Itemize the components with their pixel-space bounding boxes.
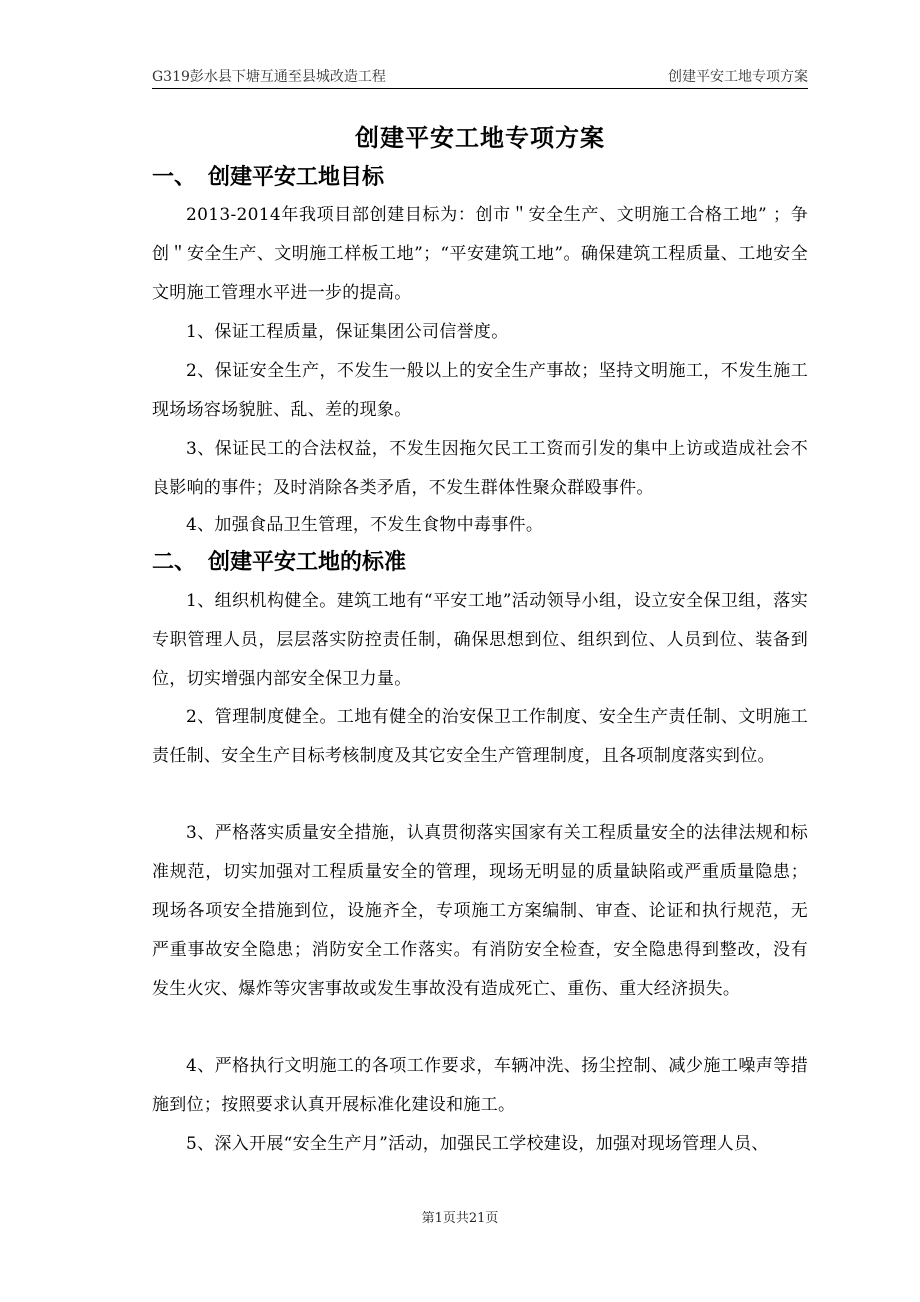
- section-number: 一、: [152, 164, 197, 190]
- paragraph: 4、严格执行文明施工的各项工作要求，车辆冲洗、扬尘控制、减少施工噪声等措施到位；按照要求认真开展标准化建设和施工。: [152, 1056, 808, 1115]
- section-number: 二、: [152, 549, 197, 575]
- header-document-title: 创建平安工地专项方案: [668, 69, 808, 85]
- header-project-name: G319彭水县下塘互通至县城改造工程: [152, 69, 386, 85]
- paragraph: 2、保证安全生产，不发生一般以上的安全生产事故；坚持文明施工，不发生施工现场场容场貌脏、乱、差的现象。: [152, 361, 808, 420]
- paragraph: 3、保证民工的合法权益，不发生因拖欠民工工资而引发的集中上访或造成社会不良影响的事件；及时消除各类矛盾，不发生群体性聚众群殴事件。: [152, 439, 808, 498]
- section-heading-2: [152, 545, 406, 576]
- paragraph: 2、管理制度健全。工地有健全的治安保卫工作制度、安全生产责任制、文明施工责任制、安全生产目标考核制度及其它安全生产管理制度，且各项制度落实到位。: [152, 707, 808, 766]
- page-footer: 第1页共21页: [421, 1211, 499, 1226]
- paragraph: 4、加强食品卫生管理，不发生食物中毒事件。: [186, 515, 544, 535]
- paragraph: 1、保证工程质量，保证集团公司信誉度。: [186, 322, 509, 342]
- section-title: 创建平安工地的标准: [208, 549, 407, 575]
- document-title: 创建平安工地专项方案: [355, 123, 605, 152]
- paragraph: 2013-2014年我项目部创建目标为：创市＂安全生产、文明施工合格工地” ；争创＂安全生产、文明施工样板工地”；“平安建筑工地”。确保建筑工程质量、工地安全文明施工管理水平进一步的提高。: [152, 205, 808, 303]
- section-title: 创建平安工地目标: [208, 164, 385, 190]
- paragraph: 1、组织机构健全。建筑工地有“平安工地”活动领导小组，设立安全保卫组，落实专职管理人员，层层落实防控责任制，确保思想到位、组织到位、人员到位、装备到位，切实增强内部安全保卫力量。: [152, 591, 808, 689]
- paragraph: 3、严格落实质量安全措施，认真贯彻落实国家有关工程质量安全的法律法规和标准规范，切实加强对工程质量安全的管理，现场无明显的质量缺陷或严重质量隐患；现场各项安全措施到位，设施齐全，专项施工方案编制、审查、论证和执行规范，无严重事故安全隐患；消防安全工作落实。有消防安全检查，安全隐患得到整改，没有发生火灾、爆炸等灾害事故或发生事故没有造成死亡、重伤、重大经济损失。: [152, 823, 808, 999]
- section-heading-1: [152, 160, 384, 191]
- paragraph: 5、深入开展“安全生产月”活动，加强民工学校建设，加强对现场管理人员、: [186, 1134, 769, 1154]
- page-header: [152, 66, 808, 89]
